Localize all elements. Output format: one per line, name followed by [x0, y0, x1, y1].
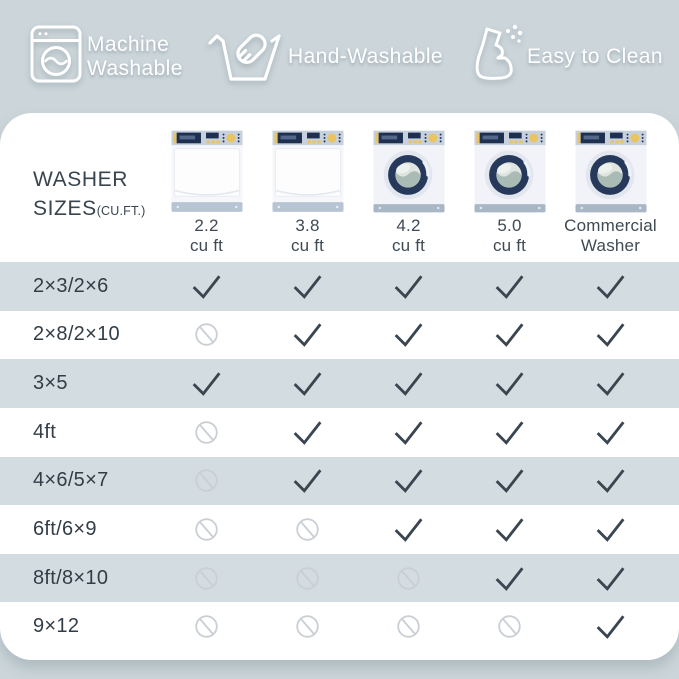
check-icon — [459, 467, 560, 494]
not-allowed-icon — [156, 613, 257, 640]
table-row — [0, 457, 679, 506]
not-allowed-icon — [358, 565, 459, 592]
check-icon — [560, 370, 661, 397]
check-icon — [358, 467, 459, 494]
check-icon — [560, 516, 661, 543]
washer-caption-unit: cu ft — [290, 235, 325, 255]
table-header-row — [0, 113, 679, 262]
washer-size-table-card — [0, 113, 679, 660]
hand-wash-icon — [206, 23, 282, 85]
feature-label-machine-washable: Machine Washable — [87, 33, 183, 80]
not-allowed-icon — [156, 565, 257, 592]
washer-caption-size: 2.2 — [194, 215, 219, 235]
washer-caption — [560, 216, 661, 256]
washer-top-load-image — [156, 130, 257, 214]
check-icon — [358, 370, 459, 397]
rug-size-label: 2×8/2×10 — [33, 323, 120, 346]
check-icon — [257, 321, 358, 348]
table-row — [0, 505, 679, 554]
washer-caption — [358, 216, 459, 256]
check-icon — [459, 516, 560, 543]
check-icon — [257, 370, 358, 397]
washer-caption-unit: cu ft — [492, 235, 527, 255]
check-icon — [156, 273, 257, 300]
check-icon — [560, 613, 661, 640]
check-icon — [257, 467, 358, 494]
not-allowed-icon — [156, 467, 257, 494]
check-icon — [560, 419, 661, 446]
washer-caption — [459, 216, 560, 256]
rug-size-label: 2×3/2×6 — [33, 274, 109, 297]
rug-size-label: 4×6/5×7 — [33, 469, 109, 492]
washer-column — [257, 130, 358, 262]
washer-caption-size: 3.8 — [295, 215, 320, 235]
check-icon — [358, 273, 459, 300]
table-rows — [0, 262, 679, 660]
check-icon — [560, 321, 661, 348]
washer-sizes-heading — [0, 152, 156, 223]
washer-caption-size: 5.0 — [497, 215, 522, 235]
table-row — [0, 359, 679, 408]
not-allowed-icon — [156, 419, 257, 446]
washer-front-load-image — [560, 130, 661, 214]
check-icon — [560, 565, 661, 592]
washer-caption-size: Commercial — [564, 215, 657, 235]
feature-label-hand-washable: Hand-Washable — [288, 45, 443, 68]
rug-size-label: 3×5 — [33, 372, 68, 395]
washer-column — [459, 130, 560, 262]
washer-caption-unit: cu ft — [189, 235, 224, 255]
check-icon — [459, 419, 560, 446]
check-icon — [560, 273, 661, 300]
check-icon — [156, 370, 257, 397]
table-row — [0, 311, 679, 360]
not-allowed-icon — [257, 565, 358, 592]
washer-top-load-image — [257, 130, 358, 214]
washer-sizes-heading-line1: WASHER — [33, 168, 128, 192]
table-row — [0, 262, 679, 311]
check-icon — [459, 273, 560, 300]
table-row — [0, 602, 679, 651]
table-row — [0, 408, 679, 457]
check-icon — [358, 516, 459, 543]
check-icon — [459, 565, 560, 592]
washer-front-load-image — [358, 130, 459, 214]
check-icon — [459, 370, 560, 397]
spray-bottle-icon — [472, 20, 526, 84]
washer-caption-unit: Washer — [580, 235, 641, 255]
check-icon — [257, 273, 358, 300]
washer-column — [358, 130, 459, 262]
feature-strip — [0, 0, 679, 113]
washer-caption-size: 4.2 — [396, 215, 421, 235]
washer-caption — [156, 216, 257, 256]
washing-machine-icon — [30, 25, 82, 83]
feature-label-easy-to-clean: Easy to Clean — [527, 45, 663, 68]
not-allowed-icon — [358, 613, 459, 640]
washer-sizes-heading-line2: SIZES — [33, 196, 97, 220]
washer-caption-unit: cu ft — [391, 235, 426, 255]
washer-sizes-heading-suffix: (CU.FT.) — [96, 203, 146, 218]
check-icon — [358, 321, 459, 348]
not-allowed-icon — [257, 516, 358, 543]
check-icon — [358, 419, 459, 446]
check-icon — [560, 467, 661, 494]
check-icon — [257, 419, 358, 446]
washer-column — [560, 130, 661, 262]
not-allowed-icon — [156, 321, 257, 348]
rug-size-label: 4ft — [33, 420, 57, 443]
not-allowed-icon — [459, 613, 560, 640]
table-row — [0, 554, 679, 603]
check-icon — [459, 321, 560, 348]
washer-caption — [257, 216, 358, 256]
washer-column — [156, 130, 257, 262]
not-allowed-icon — [156, 516, 257, 543]
rug-size-label: 6ft/6×9 — [33, 517, 97, 540]
washer-front-load-image — [459, 130, 560, 214]
rug-size-label: 8ft/8×10 — [33, 566, 109, 589]
not-allowed-icon — [257, 613, 358, 640]
rug-size-label: 9×12 — [33, 615, 80, 638]
